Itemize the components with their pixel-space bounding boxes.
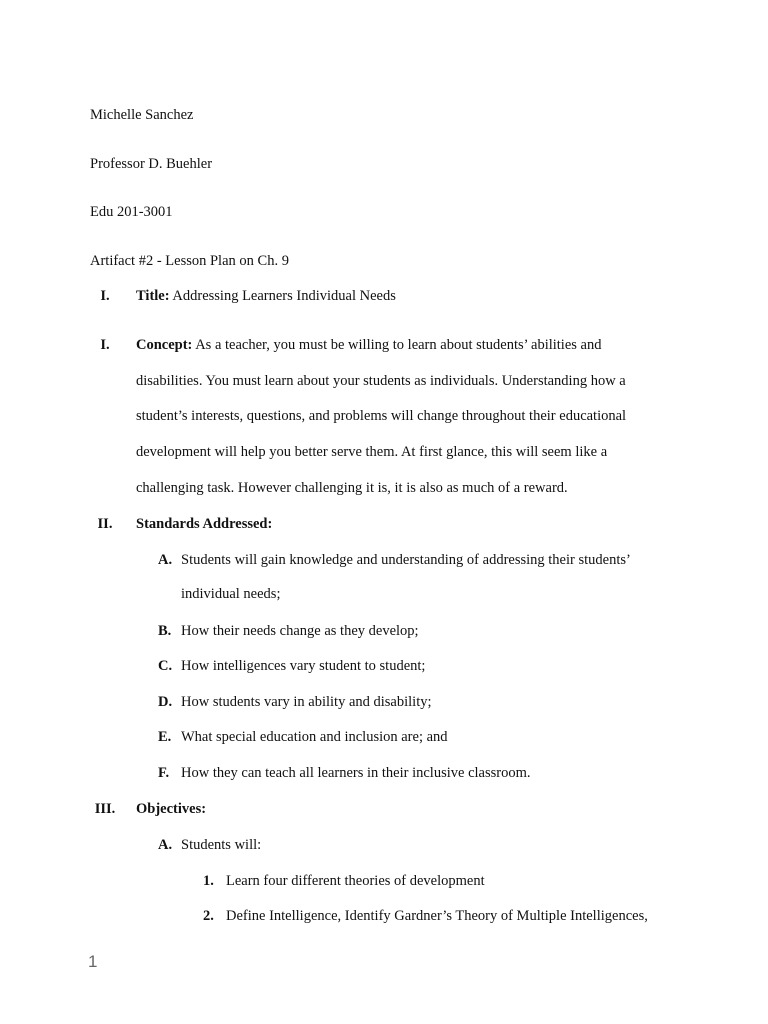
list-marker: A. bbox=[158, 552, 173, 568]
list-item: How students vary in ability and disability; bbox=[181, 694, 432, 710]
section-numeral-concept: I. bbox=[100, 337, 110, 353]
concept-text-line: As a teacher, you must be willing to learn about students’ abilities and bbox=[192, 337, 602, 353]
concept-text-line: challenging task. However challenging it is, it is also as much of a reward. bbox=[136, 480, 568, 496]
objectives-heading: Objectives: bbox=[136, 801, 207, 817]
list-marker: 2. bbox=[203, 908, 214, 924]
list-item: How intelligences vary student to student; bbox=[181, 658, 426, 674]
concept-text-line: student’s interests, questions, and problems will change throughout their educational bbox=[136, 408, 627, 424]
list-marker: B. bbox=[158, 623, 172, 639]
page-number: 1 bbox=[88, 952, 98, 971]
professor-name: Professor D. Buehler bbox=[90, 156, 213, 172]
section-title bbox=[136, 287, 396, 305]
list-item-continuation: individual needs; bbox=[181, 586, 281, 602]
section-numeral-title: I. bbox=[100, 288, 110, 304]
standards-heading: Standards Addressed: bbox=[136, 516, 273, 532]
course-code: Edu 201-3001 bbox=[90, 204, 173, 220]
list-item: What special education and inclusion are; and bbox=[181, 729, 448, 745]
section-title-text: Addressing Learners Individual Needs bbox=[169, 288, 396, 304]
concept-line bbox=[136, 336, 601, 354]
list-item: How their needs change as they develop; bbox=[181, 623, 419, 639]
concept-text-line: development will help you better serve them. At first glance, this will seem like a bbox=[136, 444, 608, 460]
section-numeral-objectives: III. bbox=[94, 801, 116, 817]
list-item: Students will gain knowledge and understanding of addressing their students’ bbox=[181, 552, 631, 568]
assignment-title: Artifact #2 - Lesson Plan on Ch. 9 bbox=[90, 253, 289, 269]
list-item: How they can teach all learners in their inclusive classroom. bbox=[181, 765, 531, 781]
list-marker: C. bbox=[158, 658, 173, 674]
list-marker: E. bbox=[158, 729, 172, 745]
author-name: Michelle Sanchez bbox=[90, 107, 194, 123]
list-item: Learn four different theories of development bbox=[226, 873, 485, 889]
list-marker: A. bbox=[158, 837, 173, 853]
concept-text-line: disabilities. You must learn about your students as individuals. Understanding how a bbox=[136, 373, 626, 389]
list-marker: F. bbox=[158, 765, 170, 781]
section-numeral-standards: II. bbox=[97, 516, 113, 532]
concept-label: Concept: bbox=[136, 337, 193, 353]
list-marker: 1. bbox=[203, 873, 214, 889]
section-title-label: Title: bbox=[136, 288, 170, 304]
list-marker: D. bbox=[158, 694, 173, 710]
list-item: Students will: bbox=[181, 837, 262, 853]
list-item: Define Intelligence, Identify Gardner’s Theory of Multiple Intelligences, bbox=[226, 908, 648, 924]
